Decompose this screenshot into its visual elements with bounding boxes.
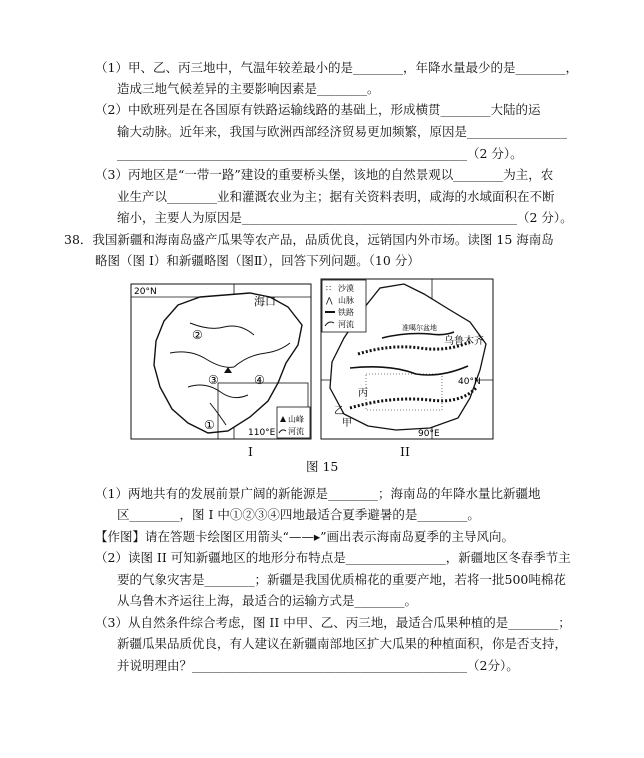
mountain-icon: ⋀ [326, 296, 333, 305]
q38-3-line-2: 新疆瓜果品质优良，有人建议在新疆南部地区扩大瓜果的种植面积，你是否支持， [117, 636, 568, 651]
longitude-label: 110°E [248, 428, 276, 438]
haikou-label: 海口 [254, 295, 276, 308]
latitude-label: 20°N [134, 287, 157, 297]
q38-2-line-1: （2）读图 II 可知新疆地区的地形分布特点是________________，新疆地区冬春季节主 [95, 550, 571, 565]
q2-line-2: 输大动脉。近年来，我国与欧洲西部经济贸易更加频繁，原因是________________ [117, 124, 568, 139]
figure-caption: 图 15 [306, 459, 339, 474]
q38-1-line-1: （1）两地共有的发展前景广阔的新能源是________；海南岛的年降水量比新疆地 [95, 486, 541, 501]
q38-2-line-2: 要的气象灾害是________；新疆是我国优质棉花的重要产地，若将一批500吨棉花 [117, 572, 566, 587]
xinjiang-map [320, 278, 494, 440]
q2-line-1: （2）中欧班列是在各国原有铁路运输线路的基础上，形成横贯________大陆的运 [95, 102, 541, 117]
place-yi: 乙 [334, 406, 344, 417]
q38-stem-1: 38．我国新疆和海南岛盛产瓜果等农产品，品质优良，远销国内外市场。读图 15 海南岛 [64, 232, 554, 247]
longitude-90-label: 90°E [418, 429, 440, 439]
place-bing: 丙 [358, 388, 368, 399]
marker-1: ① [204, 418, 215, 432]
map2-label: II [400, 444, 410, 459]
desert-icon: ∷ [326, 284, 332, 293]
legend-desert: 沙漠 [338, 284, 354, 293]
legend-railway: 铁路 [338, 308, 354, 317]
latitude-40-label: 40°N [458, 377, 481, 387]
marker-3: ③ [208, 373, 219, 387]
q38-2-line-3: 从乌鲁木齐运往上海，最适合的运输方式是________。 [117, 593, 418, 608]
basin-label: 准噶尔盆地 [402, 324, 437, 332]
marker-2: ② [192, 328, 203, 342]
legend-river-2: 河流 [338, 320, 354, 329]
map1-label: I [248, 444, 253, 459]
q3-line-2: 业生产以________业和灌溉农业为主；据有关资料表明，咸海的水域面积在不断 [117, 189, 555, 204]
q1-line-1: （1）甲、乙、丙三地中，气温年较差最小的是________，年降水量最少的是________， [95, 60, 578, 75]
q38-stem-2: 略图（图 I）和新疆略图（图Ⅱ），回答下列问题。（10 分） [95, 253, 420, 268]
q2-line-3: ________________________________________________________（2 分）。 [117, 146, 523, 161]
hainan-map [130, 283, 312, 440]
place-jia: 甲 [342, 418, 352, 429]
q38-3-line-1: （3）从自然条件综合考虑，图 II 中甲、乙、丙三地，最适合瓜果种植的是________； [95, 615, 571, 630]
legend-river: 河流 [288, 427, 304, 436]
urumqi-label: 乌鲁木齐 [444, 336, 484, 347]
legend-mountain: 山脉 [338, 296, 354, 305]
q1-line-2: 造成三地气候差异的主要影响因素是________。 [117, 81, 380, 96]
q38-3-line-3: 并说明理由？____________________________________________（2分）。 [117, 658, 519, 673]
legend-peak: 山峰 [288, 415, 304, 424]
q3-line-3: 缩小，主要人为原因是____________________________________________（2 分）。 [117, 210, 573, 225]
q38-1-line-2: 区________，图 I 中①②③④四地最适合夏季避暑的是________。 [117, 507, 480, 522]
q3-line-1: （3）丙地区是“一带一路”建设的重要桥头堡，该地的自然景观以________为主，农 [95, 167, 554, 182]
drawing-task: 【作图】请在答题卡绘图区用箭头“——▸”画出表示海南岛夏季的主导风向。 [95, 529, 515, 544]
marker-4: ④ [254, 373, 265, 387]
